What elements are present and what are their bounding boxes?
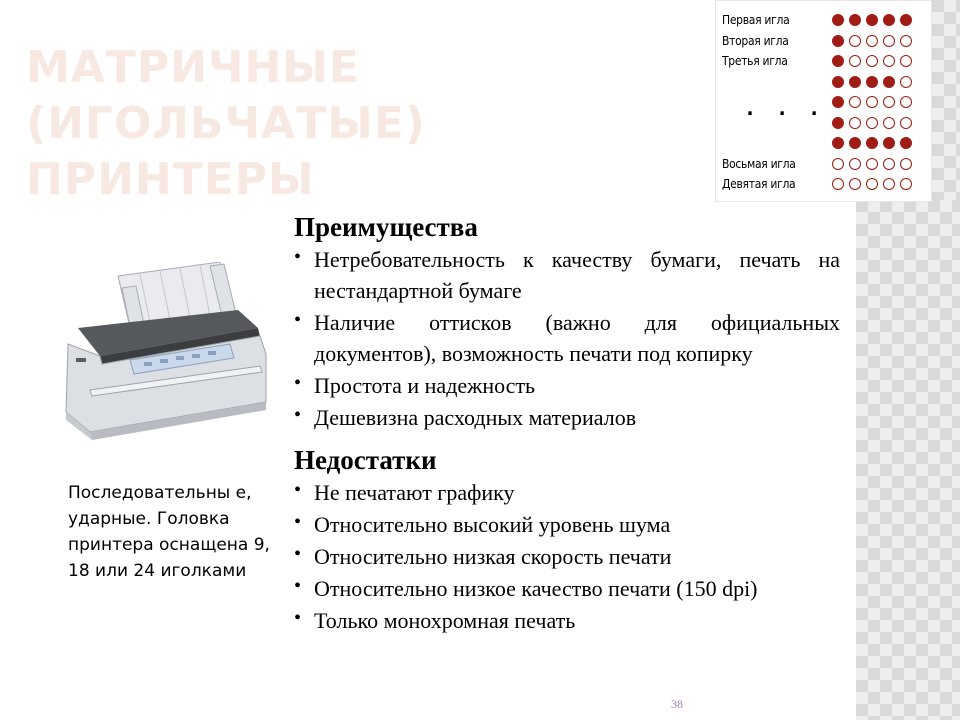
needle-row (716, 52, 933, 70)
empty-dot (883, 35, 895, 47)
needle-row (716, 175, 933, 193)
advantage-item: • Дешевизна расходных материалов (294, 402, 840, 433)
advantages-list (294, 244, 840, 433)
empty-dot (866, 55, 878, 67)
filled-dot (849, 76, 861, 88)
empty-dot (900, 35, 912, 47)
needle-row (716, 11, 933, 29)
empty-dot (849, 117, 861, 129)
background-texture-strip (856, 200, 960, 720)
needle-label: Третья игла (722, 54, 788, 68)
empty-dot (866, 35, 878, 47)
empty-dot (866, 158, 878, 170)
empty-dot (883, 55, 895, 67)
filled-dot (866, 137, 878, 149)
disadvantage-item: • Относительно низкое качество печати (150 dpi) (294, 573, 840, 604)
filled-dot (900, 137, 912, 149)
advantage-item: • Наличие оттисков (важно для официальных документов), возможность печати под копирку (294, 307, 840, 369)
needle-label: Девятая игла (722, 177, 796, 191)
empty-dot (849, 158, 861, 170)
empty-dot (883, 178, 895, 190)
slide-content (294, 210, 840, 637)
filled-dot (832, 55, 844, 67)
page-number: 38 (671, 697, 683, 711)
filled-dot (832, 76, 844, 88)
empty-dot (883, 96, 895, 108)
filled-dot (883, 14, 895, 26)
empty-dot (900, 96, 912, 108)
needle-row (716, 155, 933, 173)
empty-dot (849, 35, 861, 47)
disadvantages-heading: Недостатки (294, 445, 437, 475)
advantages-heading: Преимущества (294, 212, 478, 242)
title-line-1: МАТРИЧНЫЕ (26, 42, 360, 93)
advantage-item: • Нетребовательность к качеству бумаги, печать на нестандартной бумаге (294, 244, 840, 306)
disadvantage-item: • Не печатают графику (294, 477, 840, 508)
filled-dot (832, 137, 844, 149)
empty-dot (883, 158, 895, 170)
needle-label: Вторая игла (722, 33, 789, 48)
title-line-2: (ИГОЛЬЧАТЫЕ) ПРИНТЕРЫ (26, 98, 426, 205)
needle-label: Первая игла (722, 13, 790, 27)
advantage-item: • Простота и надежность (294, 370, 840, 401)
dot-matrix-printer-image (60, 262, 280, 442)
disadvantages-list (294, 477, 840, 636)
empty-dot (883, 117, 895, 129)
filled-dot (832, 117, 844, 129)
empty-dot (849, 55, 861, 67)
empty-dot (832, 178, 844, 190)
empty-dot (900, 55, 912, 67)
empty-dot (866, 96, 878, 108)
empty-dot (866, 117, 878, 129)
filled-dot (866, 76, 878, 88)
filled-dot (832, 14, 844, 26)
needle-row (716, 32, 933, 50)
empty-dot (832, 158, 844, 170)
printer-caption: Последовательны е, ударные. Головка принтера оснащена 9, 18 или 24 иголками (68, 483, 270, 581)
filled-dot (849, 14, 861, 26)
needle-row (716, 73, 933, 91)
needle-ellipsis: . . . (744, 96, 825, 120)
slide-title (26, 40, 706, 208)
filled-dot (849, 137, 861, 149)
filled-dot (900, 14, 912, 26)
filled-dot (832, 35, 844, 47)
empty-dot (849, 96, 861, 108)
filled-dot (832, 96, 844, 108)
filled-dot (866, 14, 878, 26)
disadvantage-item: • Только монохромная печать (294, 605, 840, 636)
needle-row (716, 134, 933, 152)
empty-dot (900, 178, 912, 190)
filled-dot (883, 76, 895, 88)
disadvantage-item: • Относительно высокий уровень шума (294, 509, 840, 540)
disadvantage-item: • Относительно низкая скорость печати (294, 541, 840, 572)
background-texture-top (932, 0, 960, 200)
filled-dot (883, 137, 895, 149)
empty-dot (900, 76, 912, 88)
empty-dot (900, 117, 912, 129)
empty-dot (849, 178, 861, 190)
empty-dot (866, 178, 878, 190)
empty-dot (900, 158, 912, 170)
needle-label: Восьмая игла (722, 156, 796, 171)
